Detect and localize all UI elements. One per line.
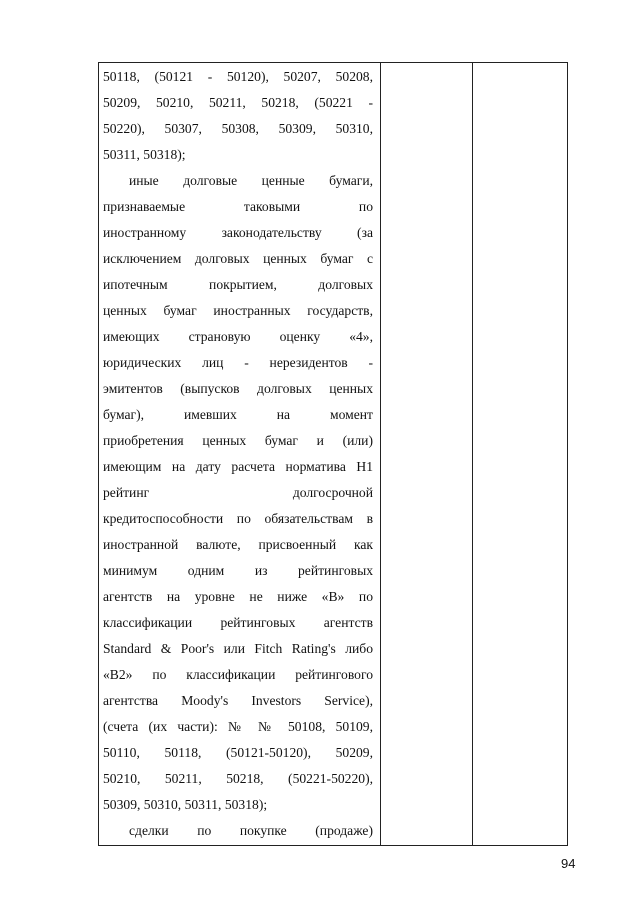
text-line: эмитентов (выпусков долговых ценных (103, 381, 373, 396)
text-line: минимум одним из рейтинговых (103, 563, 373, 578)
text-line: кредитоспособности по обязательствам в (103, 511, 373, 526)
column-divider (380, 63, 381, 845)
page-number: 94 (561, 856, 576, 871)
text-line: имеющих страновую оценку «4», (103, 329, 373, 344)
text-line: 50311, 50318); (103, 147, 186, 162)
text-line: юридических лиц - нерезидентов - (103, 355, 373, 370)
text-line: иностранной валюте, присвоенный как (103, 537, 373, 552)
text-line: 50309, 50310, 50311, 50318); (103, 797, 268, 812)
text-line: исключением долговых ценных бумаг с (103, 251, 373, 266)
text-line: приобретения ценных бумаг и (или) (103, 433, 373, 448)
text-line: 50220), 50307, 50308, 50309, 50310, (103, 121, 373, 136)
text-line: рейтинг долгосрочной (103, 485, 373, 500)
text-line: классификации рейтинговых агентств (103, 615, 373, 630)
text-line: иностранному законодательству (за (103, 225, 373, 240)
text-line: иные долговые ценные бумаги, (129, 173, 373, 188)
text-line: имеющим на дату расчета норматива Н1 (103, 459, 373, 474)
text-line: 50110, 50118, (50121-50120), 50209, (103, 745, 373, 760)
document-table (98, 62, 568, 846)
text-line: бумаг), имевших на момент (103, 407, 373, 422)
text-line: «B2» по классификации рейтингового (103, 667, 373, 682)
text-line: 50209, 50210, 50211, 50218, (50221 - (103, 95, 373, 110)
text-line: 50210, 50211, 50218, (50221-50220), (103, 771, 373, 786)
text-line: ценных бумаг иностранных государств, (103, 303, 373, 318)
text-line: агентств на уровне не ниже «B» по (103, 589, 373, 604)
column-divider (472, 63, 473, 845)
text-line: Standard & Poor's или Fitch Rating's либо (103, 641, 373, 656)
text-line: признаваемые таковыми по (103, 199, 373, 214)
description-column (103, 64, 373, 844)
text-line: агентства Moody's Investors Service), (103, 693, 373, 708)
text-line: (счета (их части): № № 50108, 50109, (103, 719, 373, 734)
text-line: 50118, (50121 - 50120), 50207, 50208, (103, 69, 373, 84)
text-line: ипотечным покрытием, долговых (103, 277, 373, 292)
text-line: сделки по покупке (продаже) (129, 823, 373, 838)
